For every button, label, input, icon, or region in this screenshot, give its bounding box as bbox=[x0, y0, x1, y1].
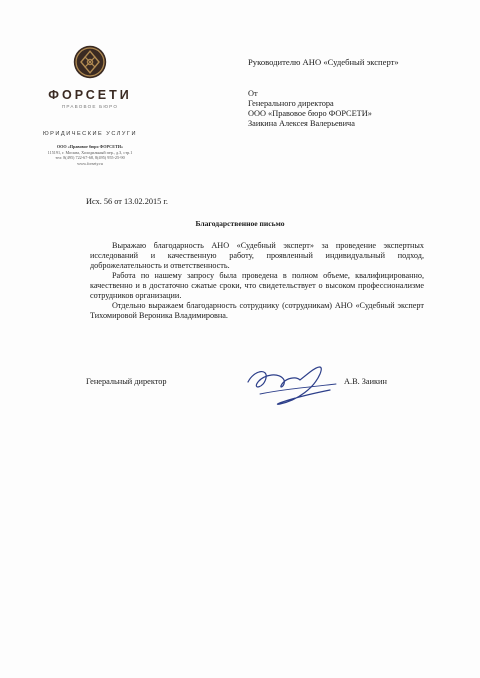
sender-from-label: От bbox=[248, 89, 258, 98]
letterhead bbox=[30, 44, 150, 166]
recipient: Руководителю АНО «Судебный эксперт» bbox=[248, 57, 399, 67]
letter-body bbox=[90, 241, 424, 321]
contact-website: www.forsety.ru bbox=[77, 160, 103, 166]
sender-organization: ООО «Правовое бюро ФОРСЕТИ» bbox=[248, 109, 372, 118]
sender-position: Генерального директора bbox=[248, 99, 334, 108]
body-paragraph: Отдельно выражаем благодарность сотруднику (сотрудникам) АНО «Судебный эксперт Тихомировой Вероника Владимировна. bbox=[90, 301, 424, 320]
signatory-position: Генеральный директор bbox=[86, 377, 167, 386]
letter-title: Благодарственное письмо bbox=[195, 219, 285, 228]
forseti-knot-logo-icon bbox=[72, 44, 108, 80]
sender-name: Заикина Алексея Валерьевича bbox=[248, 119, 355, 128]
services-title: ЮРИДИЧЕСКИЕ УСЛУГИ bbox=[43, 131, 137, 137]
contact-address: 115191, г. Москва, Холодильный пер., д.3, стр.1 bbox=[47, 149, 133, 155]
contact-phone: тел: 8(495) 722-67-68, 8(495) 955-25-90 bbox=[55, 155, 125, 161]
body-paragraph: Работа по нашему запросу была проведена в полном объеме, квалифицированно, качественно и в достаточно сжатые сроки, что свидетельствует о высоком профессионализме сотрудников организации. bbox=[90, 271, 424, 300]
signatory-name: А.В. Заикин bbox=[344, 377, 387, 386]
outgoing-reference: Исх. 56 от 13.02.2015 г. bbox=[86, 197, 168, 206]
brand-name: ФОРСЕТИ bbox=[48, 88, 132, 102]
sender-block bbox=[248, 89, 372, 129]
contact-company: ООО «Правовое бюро ФОРСЕТИ» bbox=[56, 144, 124, 149]
body-paragraph: Выражаю благодарность АНО «Судебный эксперт» за проведение экспертных исследований и качественную работу, проявленный индивидуальный подход, доброжелательность и ответственность. bbox=[90, 241, 424, 270]
brand-subtitle: ПРАВОВОЕ БЮРО bbox=[61, 104, 119, 109]
handwritten-signature bbox=[240, 360, 350, 410]
